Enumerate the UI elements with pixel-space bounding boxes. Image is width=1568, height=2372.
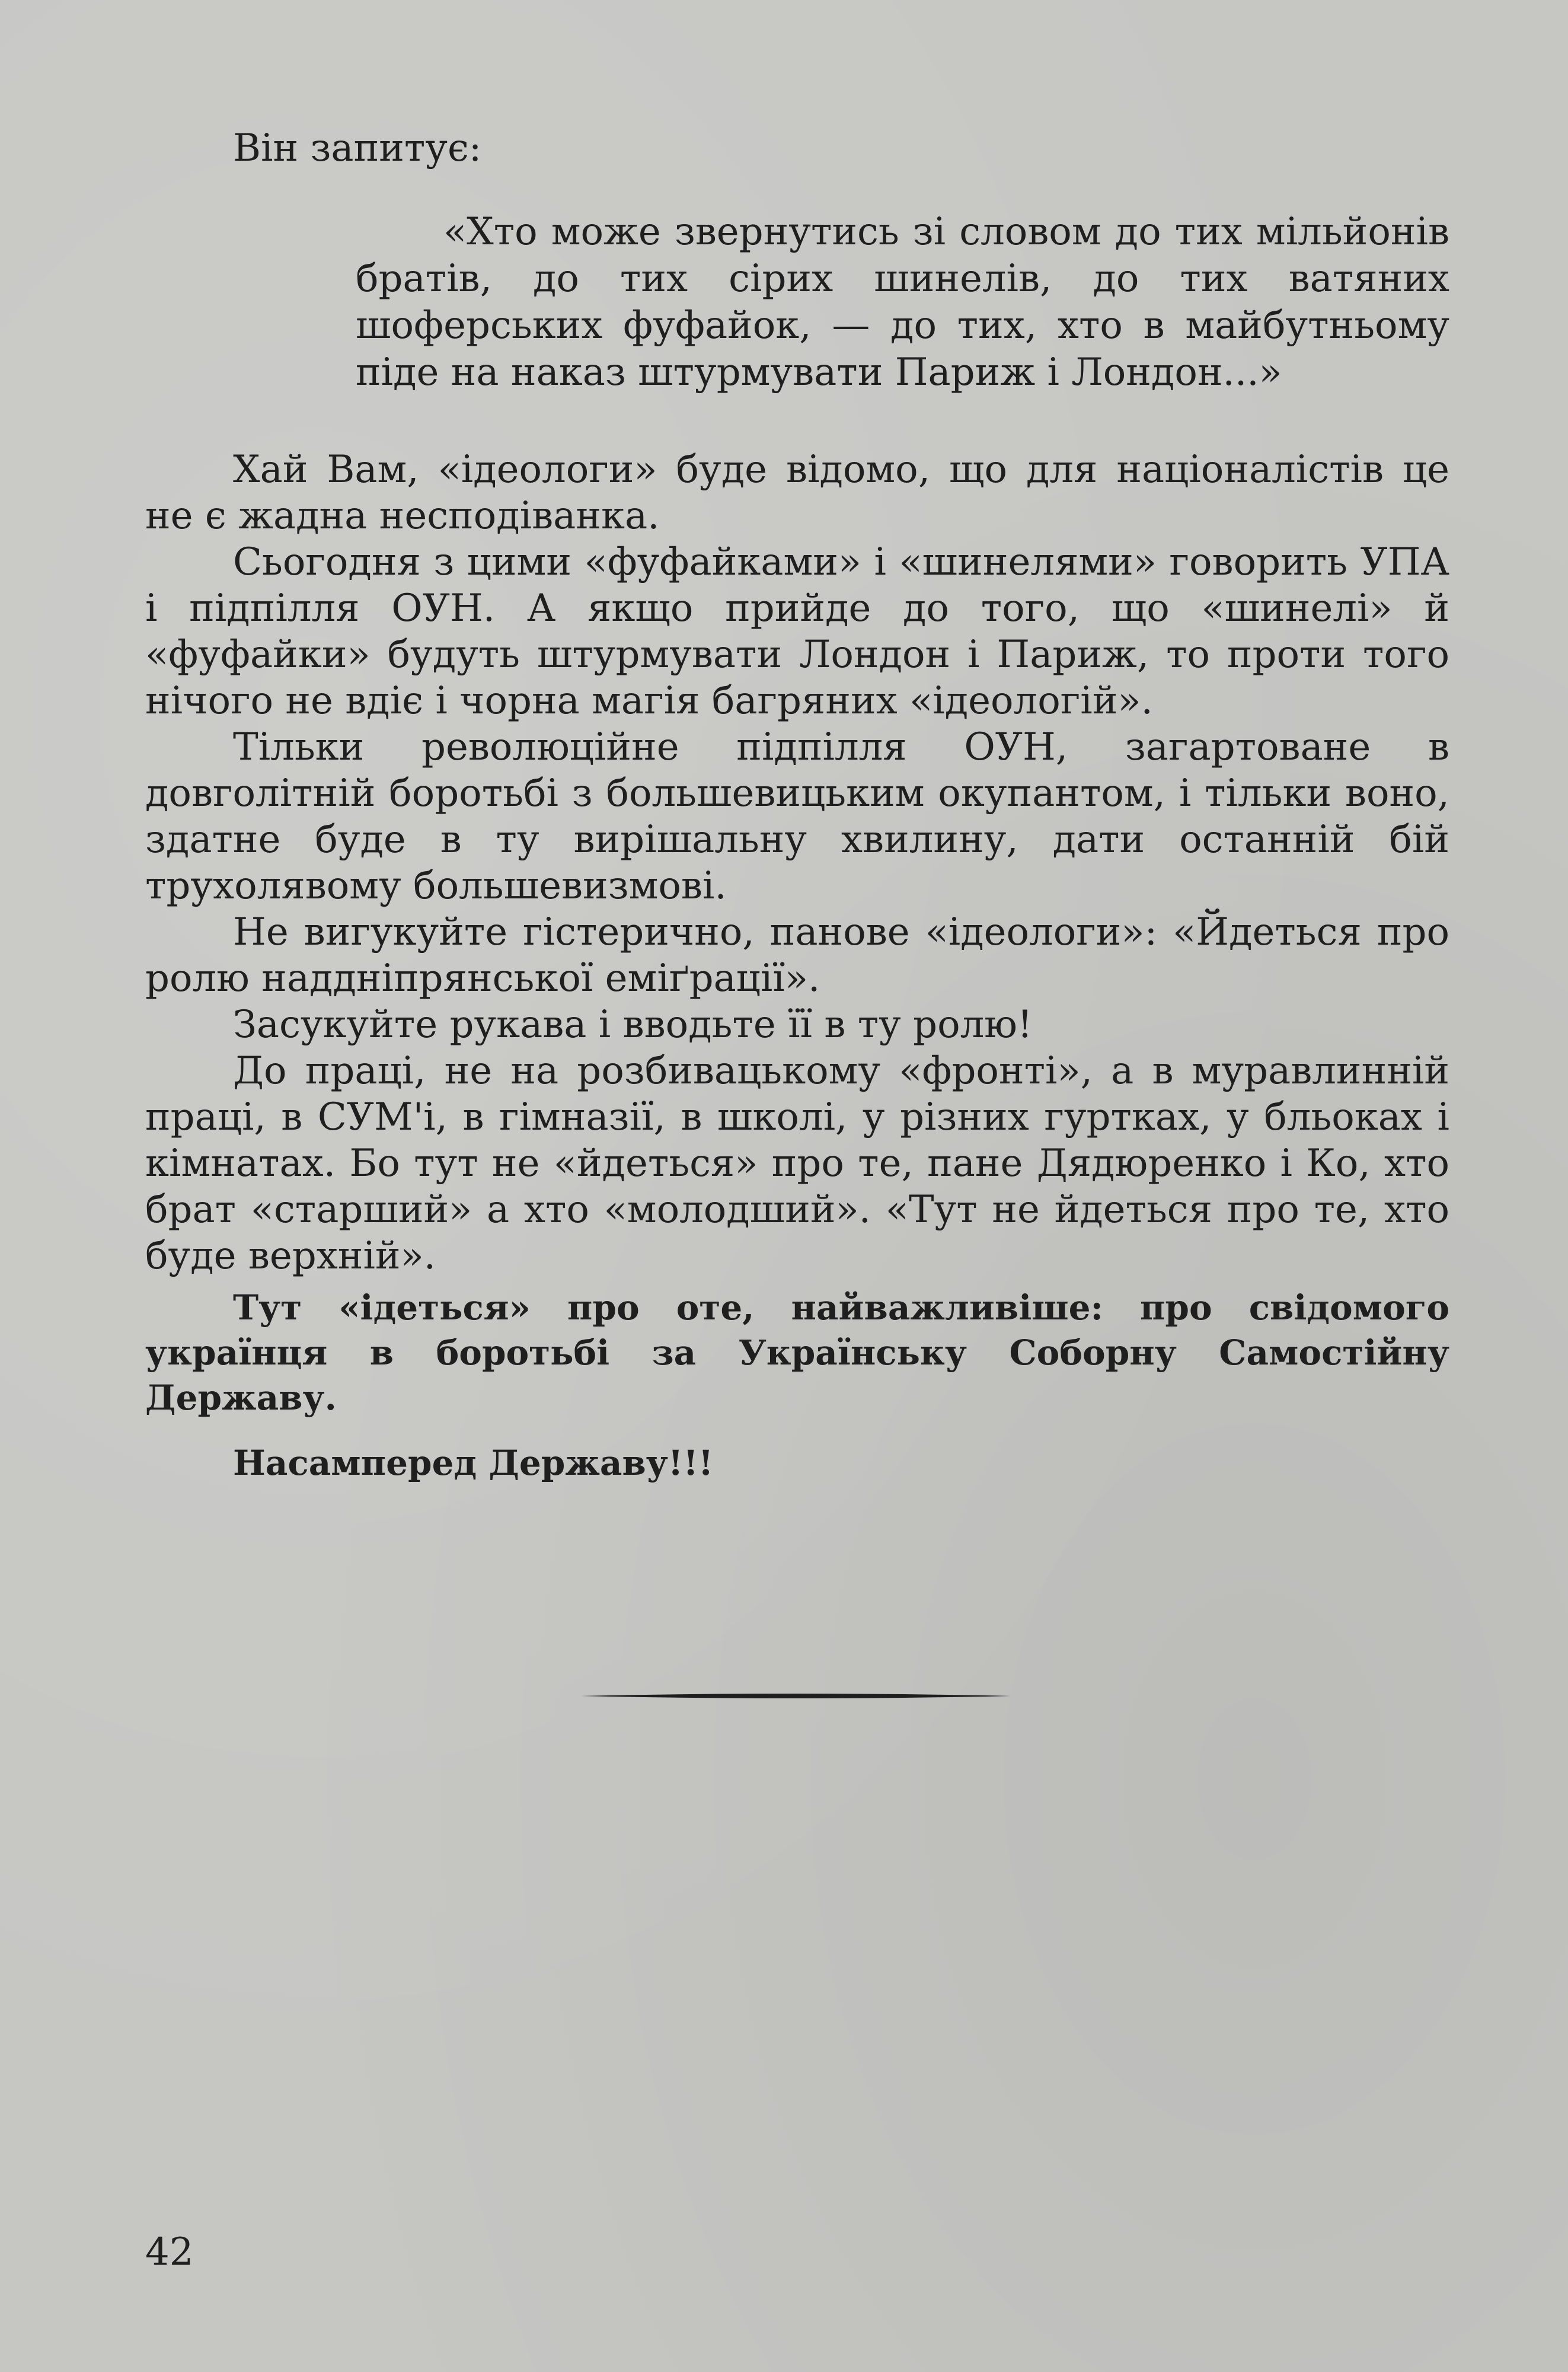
- body-paragraphs: [145, 447, 1449, 1485]
- block-quote: «Хто може звернутись зі словом до тих мільйонів братів, до тих сірих шинелів, до тих ватяних шоферських фуфайок, — до тих, хто в майбутньому піде на наказ штурмувати Париж і Лондон...»: [356, 210, 1449, 394]
- page-text: [145, 125, 1449, 1485]
- page-number: 42: [145, 2230, 194, 2274]
- paragraph: Не вигукуйте гістерично, панове «ідеологи»: «Йдеться про ролю наддніпрянської еміґрації».: [145, 910, 1449, 1000]
- paragraph: Тільки революційне підпілля ОУН, загартоване в довголітній боротьбі з большевицьким окупантом, і тільки воно, здатне буде в ту вирішальну хвилину, дати останній бій трухолявому большевизмові.: [145, 725, 1449, 908]
- paragraph: Хай Вам, «ідеологи» буде відомо, що для націоналістів це не є жадна несподіванка.: [145, 448, 1449, 538]
- decorative-rule: [581, 1692, 1011, 1700]
- intro-line: Він запитує:: [233, 126, 482, 170]
- bold-paragraph: Тут «ідеться» про оте, найважливіше: про свідомого українця в боротьбі за Українську Соборну Самостійну Державу.: [145, 1287, 1449, 1418]
- paragraph: Сьогодня з цими «фуфайками» і «шинелями» говорить УПА і підпілля ОУН. А якщо прийде до того, що «шинелі» й «фуфайки» будуть штурмувати Лондон і Париж, то проти того нічого не вдіє і чорна магія багряних «ідеологій».: [145, 540, 1449, 723]
- paragraph: Засукуйте рукава і вводьте її в ту ролю!: [233, 1003, 1033, 1047]
- closing-line: Насамперед Державу!!!: [233, 1443, 714, 1483]
- paragraph: До праці, не на розбивацькому «фронті», а в муравлинній праці, в СУМ'і, в гімназії, в школі, у різних гуртках, у бльоках і кімнатах. Бо тут не «йдеться» про те, пане Дядюренко і Ко, хто брат «старший» а хто «молодший». «Тут не йдеться про те, хто буде верхній».: [145, 1049, 1449, 1278]
